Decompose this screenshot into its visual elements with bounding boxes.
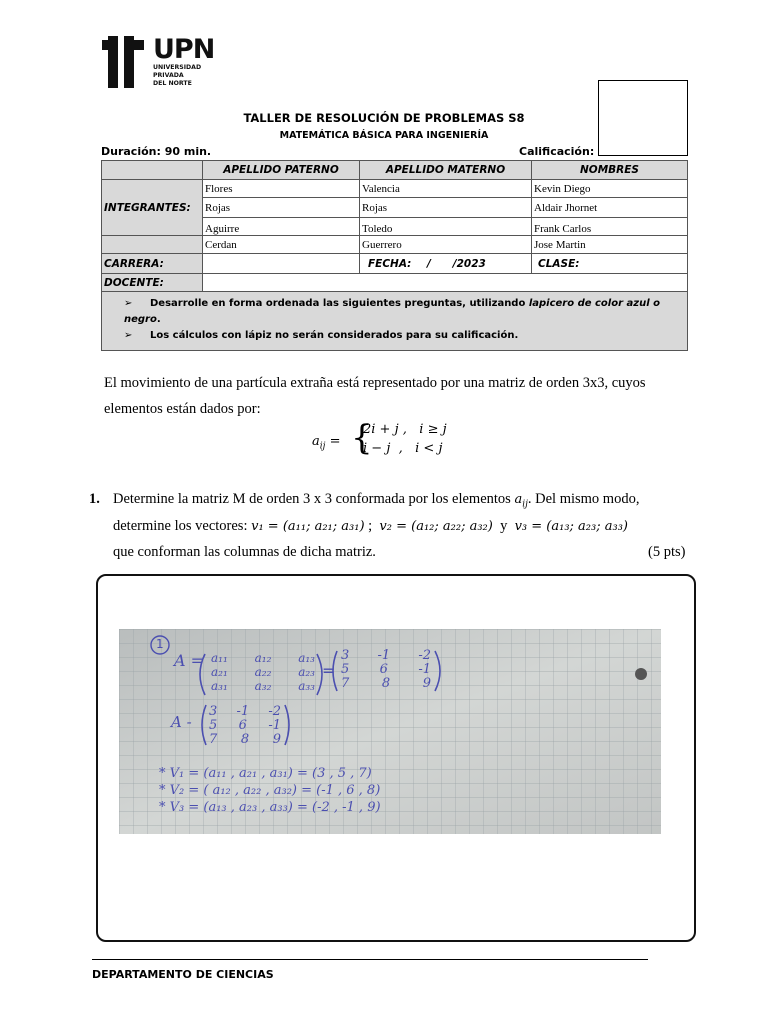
hw-equals: =	[322, 661, 336, 680]
career-label: CARRERA:	[102, 254, 203, 274]
hw-vectors	[159, 765, 381, 816]
footer-department: DEPARTAMENTO DE CIENCIAS	[92, 968, 274, 981]
member-materno: Rojas	[360, 198, 532, 218]
instruction-item: ➢ Desarrolle en forma ordenada las siguientes preguntas, utilizando lapicero de color azul o negro.	[124, 298, 660, 325]
hw-vector-v1: * V₁ = (a₁₁ , a₂₁ , a₃₁) = (3 , 5 , 7)	[159, 766, 372, 781]
table-row	[102, 180, 688, 198]
member-materno: Valencia	[360, 180, 532, 198]
hw-numeric-matrix: 3 -1 -2 5 6 -1 7 8 9	[341, 648, 431, 691]
problem-intro-line1: El movimiento de una partícula extraña está representado por una matriz de orden 3x3, cuyos	[104, 375, 646, 391]
member-nombres: Aldair Jhornet	[532, 198, 688, 218]
member-paterno: Rojas	[203, 198, 360, 218]
member-materno: Toledo	[360, 218, 532, 236]
question-number: 1.	[89, 491, 100, 507]
date-label: FECHA:	[368, 257, 412, 270]
col-header-materno: APELLIDO MATERNO	[360, 161, 532, 180]
table-spacer	[102, 236, 203, 254]
member-nombres: Kevin Diego	[532, 180, 688, 198]
grade-label: Calificación:	[519, 145, 595, 158]
instruction-item: ➢ Los cálculos con lápiz no serán considerados para su calificación.	[124, 328, 687, 344]
hw-vector-v2: * V₂ = ( a₁₂ , a₂₂ , a₃₂) = (-1 , 6 , 8)	[159, 783, 381, 798]
logo-subtitle: UNIVERSIDAD PRIVADA DEL NORTE	[153, 64, 202, 87]
binder-hole-icon	[635, 668, 647, 680]
member-paterno: Flores	[203, 180, 360, 198]
teacher-field	[203, 274, 688, 292]
worksheet-title: TALLER DE RESOLUCIÓN DE PROBLEMAS S8	[243, 111, 525, 125]
member-materno: Guerrero	[360, 236, 532, 254]
arrow-bullet-icon: ➢	[124, 330, 133, 341]
arrow-bullet-icon: ➢	[124, 298, 133, 309]
col-header-nombres: NOMBRES	[532, 161, 688, 180]
question-line1: Determine la matriz M de orden 3 x 3 conformada por los elementos $a_{ij}$. Del mismo modo,	[113, 491, 640, 510]
problem-intro-line2: elementos están dados por:	[104, 401, 261, 417]
formula-case2: i − j , i < j	[363, 441, 443, 456]
curly-brace-icon: {	[351, 418, 373, 458]
member-nombres: Frank Carlos	[532, 218, 688, 236]
course-subtitle: MATEMÁTICA BÁSICA PARA INGENIERÍA	[279, 130, 489, 141]
formula-lhs: $a_{ij}$ =	[312, 434, 341, 452]
members-label: INTEGRANTES:	[102, 180, 203, 236]
question-line3: que conforman las columnas de dicha matriz.	[113, 544, 376, 560]
question-points: (5 pts)	[648, 544, 686, 560]
date-value: / /2023	[427, 257, 486, 270]
instructions-box	[102, 292, 688, 351]
teacher-label: DOCENTE:	[102, 274, 203, 292]
class-field	[532, 254, 688, 274]
hw-circle-number: 1	[156, 637, 164, 651]
table-corner	[102, 161, 203, 180]
formula-case1: 2i + j , i ≥ j	[363, 422, 447, 437]
piecewise-formula	[312, 420, 472, 460]
career-field	[203, 254, 360, 274]
hw-matrix-a2: A -	[171, 713, 192, 731]
hw-symbolic-matrix: a₁₁ a₁₂ a₁₃ a₂₁ a₂₂ a₂₃ a₃₁ a₃₂ a₃₃	[211, 651, 315, 693]
date-field	[360, 254, 532, 274]
question-line2: determine los vectores: v₁ = (a₁₁; a₂₁; a₃₁) ; v₂ = (a₁₂; a₂₂; a₃₂) y v₃ = (a₁₃; a₂₃; a₃₃)	[113, 518, 628, 534]
footer-divider	[92, 959, 648, 960]
duration-label: Duración: 90 min.	[101, 145, 212, 158]
hw-matrix-a: A =	[174, 651, 205, 670]
hw-numeric-matrix-2: 3 -1 -2 5 6 -1 7 8 9	[209, 704, 281, 747]
class-label: CLASE:	[538, 257, 580, 270]
students-table	[101, 160, 688, 351]
logo-wordmark: UPN	[153, 34, 215, 65]
hw-vector-v3: * V₃ = (a₁₃ , a₂₃ , a₃₃) = (-2 , -1 , 9)	[159, 800, 381, 815]
table-row	[102, 236, 688, 254]
member-nombres: Jose Martin	[532, 236, 688, 254]
handwritten-answer-photo	[119, 629, 661, 834]
member-paterno: Aguirre	[203, 218, 360, 236]
col-header-paterno: APELLIDO PATERNO	[203, 161, 360, 180]
member-paterno: Cerdan	[203, 236, 360, 254]
